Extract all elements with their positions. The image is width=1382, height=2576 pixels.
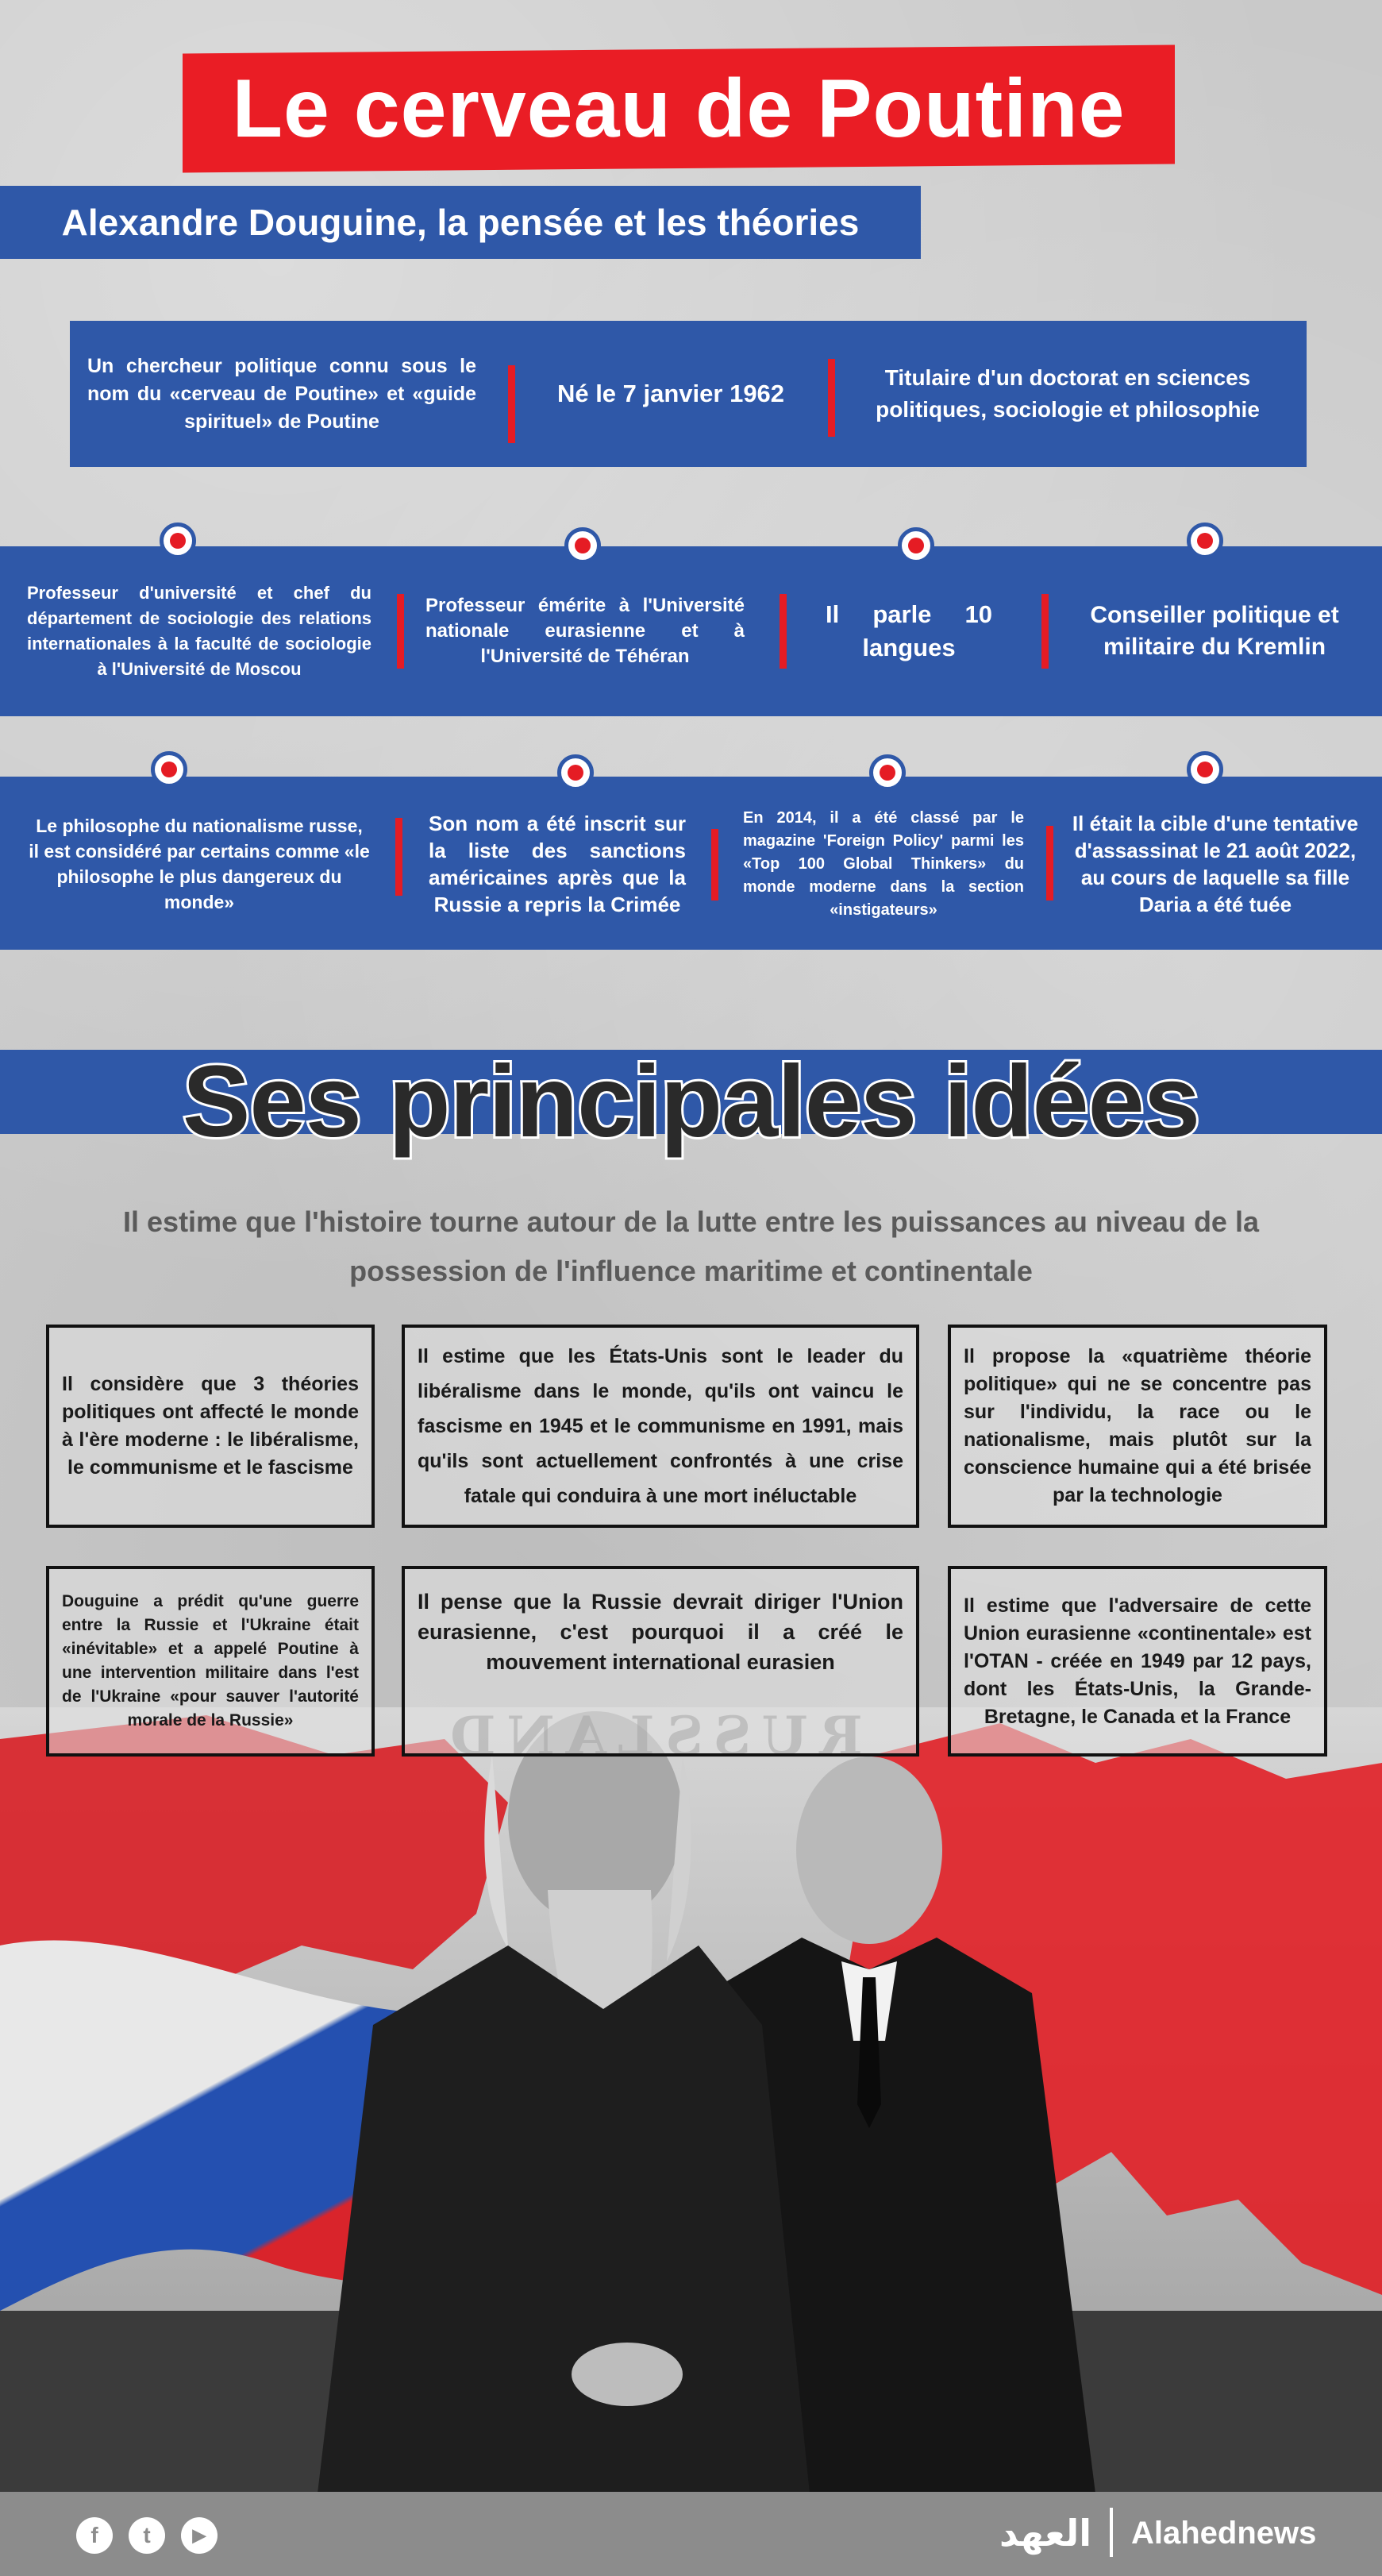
fact-birth: Né le 7 janvier 1962: [556, 380, 785, 407]
idea-text: Il considère que 3 théories politiques ont affecté le monde à l'ère moderne : le libéralisme, le communisme et le fascisme: [62, 1373, 359, 1479]
twitter-icon[interactable]: t: [129, 2517, 165, 2554]
brand-name: Alahednews: [1131, 2516, 1317, 2551]
timeline-dot: [869, 754, 906, 791]
row1-divider-1: [508, 365, 515, 443]
fact-doctorate: Titulaire d'un doctorat en sciences politiques, sociologie et philosophie: [876, 365, 1260, 422]
idea-text: Il pense que la Russie devrait diriger l'Union eurasienne, c'est pourquoi il a créé le mouvement international eurasien: [418, 1590, 903, 1674]
row2-divider-3: [1041, 594, 1049, 669]
timeline-dot: [564, 527, 601, 564]
row1-divider-2: [828, 359, 835, 437]
fact-sanctions: Son nom a été inscrit sur la liste des sanctions américaines après que la Russie a repris la Crimée: [429, 812, 686, 916]
timeline-dot: [151, 751, 187, 788]
fact-dangerous-philosopher: Le philosophe du nationalisme russe, il est considéré par certains comme «le philosophe le plus dangereux du monde»: [29, 816, 370, 912]
idea-box-united-states: [402, 1325, 919, 1528]
fact-nickname: Un chercheur politique connu sous le nom du «cerveau de Poutine» et «guide spirituel» de Poutine: [87, 354, 476, 433]
fact-professor-tehran: Professeur émérite à l'Université nationale eurasienne et à l'Université de Téhéran: [425, 595, 745, 667]
idea-box-nato: [948, 1566, 1327, 1757]
timeline-dot: [557, 754, 594, 791]
row3-divider-1: [395, 818, 402, 896]
idea-text: Douguine a prédit qu'une guerre entre la Russie et l'Ukraine était «inévitable» et a appelé Poutine à une intervention militaire dans l'est de l'Ukraine «pour sauver l'autorité morale de la Russie»: [62, 1592, 359, 1730]
ideas-title: Ses principales idées: [183, 1045, 1199, 1159]
collage-illustration: [0, 1707, 1382, 2493]
ideas-intro: Il estime que l'histoire tourne autour de la lutte entre les puissances au niveau de la possession de l'influence maritime et continentale: [123, 1205, 1259, 1287]
timeline-dot: [1187, 523, 1223, 559]
timeline-dot: [898, 527, 934, 564]
row2-divider-2: [780, 594, 787, 669]
facebook-icon[interactable]: f: [76, 2517, 113, 2554]
photo-collage: [0, 1707, 1382, 2493]
page-subtitle: Alexandre Douguine, la pensée et les théories: [61, 202, 860, 243]
fact-foreign-policy: En 2014, il a été classé par le magazine 'Foreign Policy' parmi les «Top 100 Global Thinkers» du monde moderne dans la section «instigateurs»: [743, 808, 1024, 919]
timeline-dot: [1187, 751, 1223, 788]
brand-separator: [1110, 2508, 1113, 2557]
idea-box-fourth-theory: [948, 1325, 1327, 1528]
idea-box-three-theories: [46, 1325, 375, 1528]
row3-divider-2: [711, 829, 718, 900]
row2-divider-1: [397, 594, 404, 669]
fact-languages: Il parle 10 langues: [826, 600, 992, 661]
row3-divider-3: [1046, 826, 1053, 900]
idea-box-ukraine-war: [46, 1566, 375, 1757]
idea-text: Il estime que les États-Unis sont le leader du libéralisme dans le monde, qu'ils ont vaincu le fascisme en 1945 et le communisme en 1991, mais qu'ils sont actuellement confrontés à une crise fatale qui conduira à une mort inéluctable: [418, 1345, 903, 1507]
idea-box-eurasian-union: [402, 1566, 919, 1757]
timeline-dot: [160, 523, 196, 559]
brand-logo-arabic: العهد: [999, 2512, 1091, 2555]
youtube-icon[interactable]: ▶: [181, 2517, 218, 2554]
fact-professor-moscow: Professeur d'université et chef du département de sociologie des relations internationales à la faculté de sociologie à l'Université de Moscou: [27, 583, 371, 679]
page-title: Le cerveau de Poutine: [232, 63, 1126, 155]
fact-kremlin-adviser: Conseiller politique et militaire du Kremlin: [1090, 602, 1339, 660]
idea-text: Il estime que l'adversaire de cette Union eurasienne «continentale» est l'OTAN - créée en 1949 par 12 pays, dont les États-Unis, la Grande-Bretagne, le Canada et la France: [964, 1594, 1311, 1728]
fact-assassination: Il était la cible d'une tentative d'assassinat le 21 août 2022, au cours de laquelle sa fille Daria a été tuée: [1072, 812, 1359, 916]
idea-text: Il propose la «quatrième théorie politique» qui ne se concentre pas sur l'individu, la race ou le nationalisme, mais plutôt sur la conscience humaine qui a été brisée par la technologie: [964, 1345, 1311, 1506]
